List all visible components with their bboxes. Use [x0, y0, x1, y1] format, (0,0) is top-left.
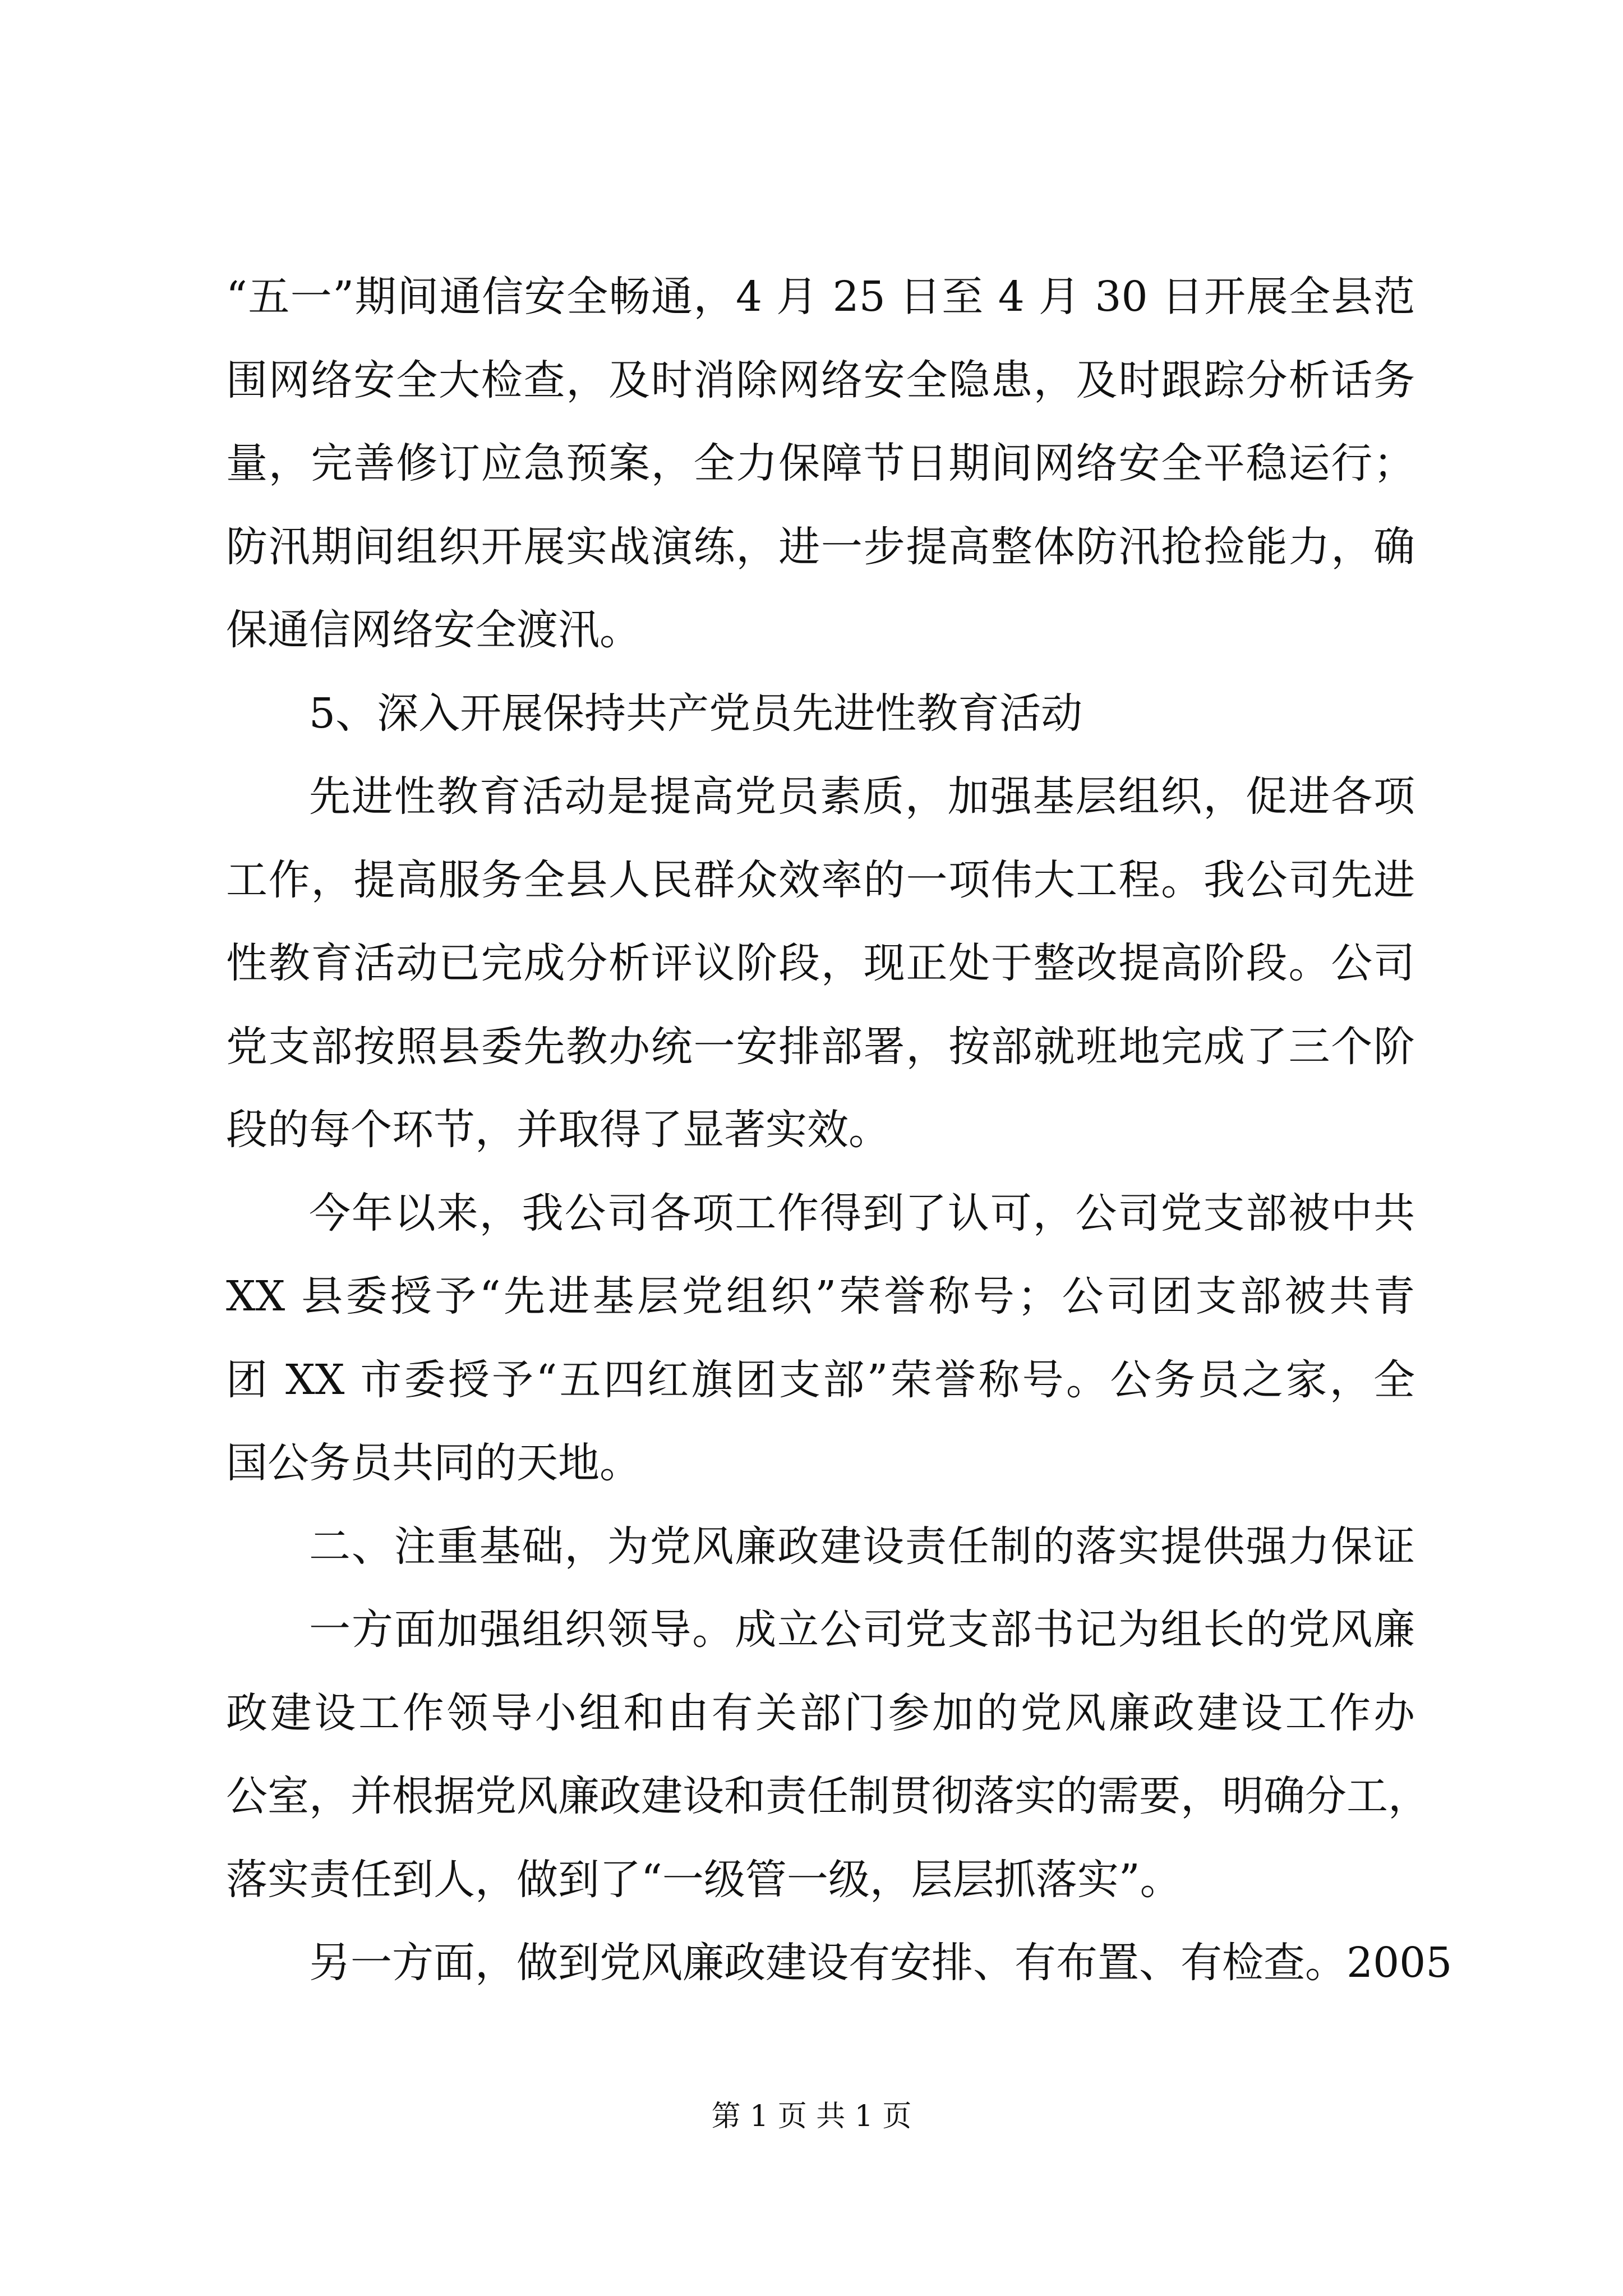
- text-line: 今年以来，我公司各项工作得到了认可，公司党支部被中共: [309, 1189, 1415, 1237]
- text-line: 另一方面，做到党风廉政建设有安排、有布置、有检查。2005: [309, 1939, 1453, 1987]
- text-line: 工作，提高服务全县人民群众效率的一项伟大工程。我公司先进: [226, 855, 1415, 904]
- text-line: 量，完善修订应急预案，全力保障节日期间网络安全平稳运行；: [226, 439, 1415, 487]
- text-line: 二、注重基础，为党风廉政建设责任制的落实提供强力保证: [309, 1522, 1415, 1571]
- text-line: 党支部按照县委先教办统一安排部署，按部就班地完成了三个阶: [226, 1022, 1415, 1071]
- text-line: XX 县委授予“先进基层党组织”荣誉称号；公司团支部被共青: [226, 1272, 1415, 1320]
- text-line: 政建设工作领导小组和由有关部门参加的党风廉政建设工作办: [226, 1688, 1415, 1737]
- text-line: 落实责任到人，做到了“一级管一级，层层抓落实”。: [226, 1855, 1182, 1904]
- page-footer: 第 1 页 共 1 页: [711, 2100, 912, 2133]
- text-line: 一方面加强组织领导。成立公司党支部书记为组长的党风廉: [309, 1605, 1415, 1654]
- text-line: 5、深入开展保持共产党员先进性教育活动: [309, 689, 1083, 738]
- text-line: 性教育活动已完成分析评议阶段，现正处于整改提高阶段。公司: [226, 939, 1415, 987]
- text-line: 公室，并根据党风廉政建设和责任制贯彻落实的需要，明确分工，: [226, 1772, 1430, 1820]
- document-body: [226, 255, 1453, 2005]
- text-line: 防汛期间组织开展实战演练，进一步提高整体防汛抢捡能力，确: [226, 522, 1415, 571]
- text-line: 先进性教育活动是提高党员素质，加强基层组织，促进各项: [309, 772, 1415, 821]
- text-line: 团 XX 市委授予“五四红旗团支部”荣誉称号。公务员之家，全: [226, 1355, 1415, 1404]
- text-line: 段的每个环节，并取得了显著实效。: [226, 1106, 890, 1154]
- text-line: “五一”期间通信安全畅通，4 月 25 日至 4 月 30 日开展全县范: [226, 273, 1415, 321]
- text-line: 保通信网络安全渡汛。: [226, 606, 641, 654]
- text-line: 围网络安全大检查，及时消除网络安全隐患，及时跟踪分析话务: [226, 356, 1415, 404]
- text-line: 国公务员共同的天地。: [226, 1439, 641, 1487]
